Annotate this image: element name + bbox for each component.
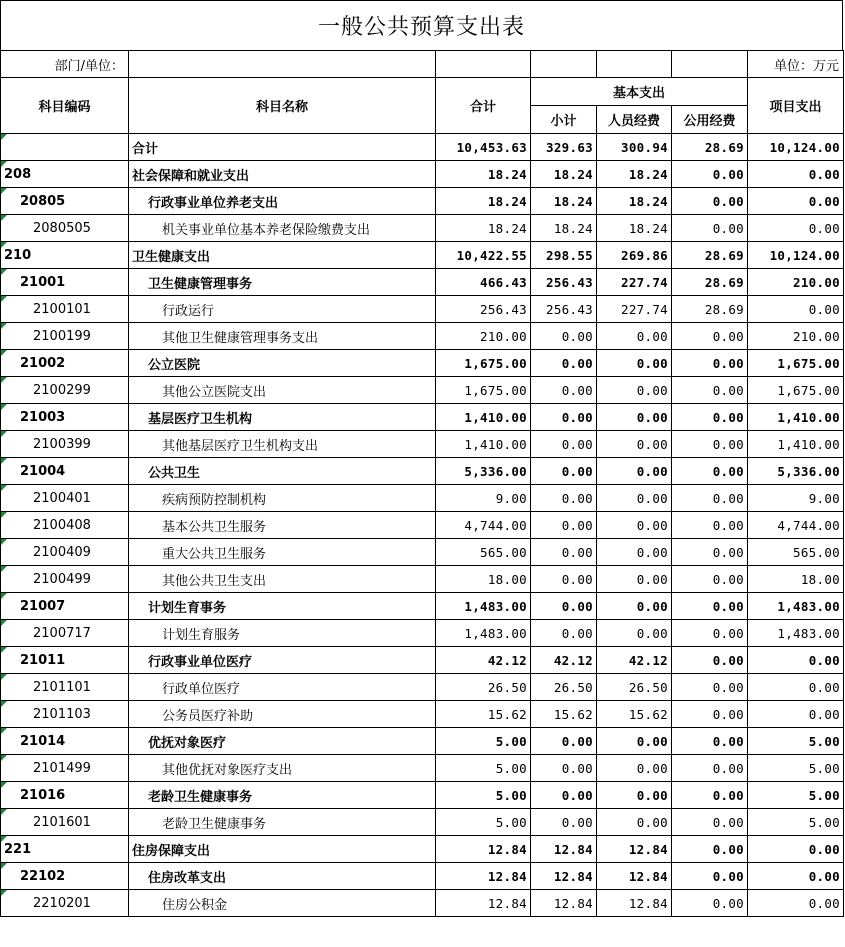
subtotal-cell[interactable]: 0.00	[531, 566, 597, 593]
blank-cell	[672, 51, 748, 78]
name-cell[interactable]: 其他卫生健康管理事务支出	[129, 323, 436, 350]
personnel-cell[interactable]: 0.00	[597, 782, 672, 809]
project-cell[interactable]: 1,410.00	[748, 404, 844, 431]
subtotal-cell[interactable]: 12.84	[531, 890, 597, 917]
total-cell[interactable]: 9.00	[436, 485, 531, 512]
subtotal-cell[interactable]: 0.00	[531, 782, 597, 809]
code-cell[interactable]: 21014	[1, 728, 129, 755]
personnel-cell[interactable]: 26.50	[597, 674, 672, 701]
personnel-cell[interactable]: 0.00	[597, 728, 672, 755]
project-cell[interactable]: 5,336.00	[748, 458, 844, 485]
public-cell[interactable]: 0.00	[672, 485, 748, 512]
total-cell[interactable]: 5,336.00	[436, 458, 531, 485]
subtotal-cell[interactable]: 42.12	[531, 647, 597, 674]
name-cell[interactable]: 行政事业单位养老支出	[129, 188, 436, 215]
project-cell[interactable]: 0.00	[748, 296, 844, 323]
total-cell[interactable]: 4,744.00	[436, 512, 531, 539]
personnel-cell[interactable]: 18.24	[597, 161, 672, 188]
subtotal-cell[interactable]: 18.24	[531, 215, 597, 242]
project-cell[interactable]: 5.00	[748, 755, 844, 782]
subtotal-cell[interactable]: 0.00	[531, 620, 597, 647]
name-cell[interactable]: 卫生健康支出	[129, 242, 436, 269]
code-cell[interactable]: 20805	[1, 188, 129, 215]
public-cell[interactable]: 0.00	[672, 539, 748, 566]
personnel-cell[interactable]: 42.12	[597, 647, 672, 674]
name-cell[interactable]: 行政运行	[129, 296, 436, 323]
personnel-cell[interactable]: 0.00	[597, 485, 672, 512]
name-cell[interactable]: 行政单位医疗	[129, 674, 436, 701]
public-cell[interactable]: 0.00	[672, 431, 748, 458]
total-cell[interactable]: 18.24	[436, 188, 531, 215]
name-cell[interactable]: 合计	[129, 134, 436, 161]
name-cell[interactable]: 计划生育事务	[129, 593, 436, 620]
name-cell[interactable]: 住房公积金	[129, 890, 436, 917]
subtotal-cell[interactable]: 0.00	[531, 458, 597, 485]
name-cell[interactable]: 老龄卫生健康事务	[129, 782, 436, 809]
subtotal-cell[interactable]: 0.00	[531, 539, 597, 566]
header-personnel: 人员经费	[597, 106, 672, 134]
table-row	[1, 728, 844, 755]
total-cell[interactable]: 5.00	[436, 728, 531, 755]
project-cell[interactable]: 1,483.00	[748, 620, 844, 647]
public-cell[interactable]: 0.00	[672, 701, 748, 728]
code-cell[interactable]: 2210201	[1, 890, 129, 917]
name-cell[interactable]: 其他公立医院支出	[129, 377, 436, 404]
code-cell[interactable]: 21002	[1, 350, 129, 377]
name-cell[interactable]: 其他基层医疗卫生机构支出	[129, 431, 436, 458]
code-cell[interactable]: 2100299	[1, 377, 129, 404]
project-cell[interactable]: 1,410.00	[748, 431, 844, 458]
subtotal-cell[interactable]: 0.00	[531, 404, 597, 431]
code-cell[interactable]: 2100409	[1, 539, 129, 566]
name-cell[interactable]: 基本公共卫生服务	[129, 512, 436, 539]
subtotal-cell[interactable]: 0.00	[531, 728, 597, 755]
total-cell[interactable]: 1,483.00	[436, 620, 531, 647]
personnel-cell[interactable]: 269.86	[597, 242, 672, 269]
header-basic: 基本支出	[531, 78, 748, 106]
total-cell[interactable]: 210.00	[436, 323, 531, 350]
project-cell[interactable]: 0.00	[748, 674, 844, 701]
public-cell[interactable]: 0.00	[672, 161, 748, 188]
unit-label: 单位：万元	[748, 51, 844, 78]
subtotal-cell[interactable]: 12.84	[531, 836, 597, 863]
personnel-cell[interactable]: 0.00	[597, 809, 672, 836]
code-cell[interactable]: 21016	[1, 782, 129, 809]
total-cell[interactable]: 42.12	[436, 647, 531, 674]
code-cell[interactable]	[1, 134, 129, 161]
personnel-cell[interactable]: 227.74	[597, 269, 672, 296]
table-row	[1, 323, 844, 350]
personnel-cell[interactable]: 18.24	[597, 188, 672, 215]
code-cell[interactable]: 2100499	[1, 566, 129, 593]
public-cell[interactable]: 0.00	[672, 836, 748, 863]
public-cell[interactable]: 28.69	[672, 134, 748, 161]
total-cell[interactable]: 10,422.55	[436, 242, 531, 269]
personnel-cell[interactable]: 0.00	[597, 620, 672, 647]
table-row	[1, 566, 844, 593]
code-cell[interactable]: 2101499	[1, 755, 129, 782]
name-cell[interactable]: 基层医疗卫生机构	[129, 404, 436, 431]
subtotal-cell[interactable]: 0.00	[531, 323, 597, 350]
total-cell[interactable]: 1,483.00	[436, 593, 531, 620]
blank-cell	[436, 51, 531, 78]
personnel-cell[interactable]: 0.00	[597, 512, 672, 539]
subtotal-cell[interactable]: 256.43	[531, 269, 597, 296]
subtotal-cell[interactable]: 0.00	[531, 755, 597, 782]
subtotal-cell[interactable]: 256.43	[531, 296, 597, 323]
subtotal-cell[interactable]: 0.00	[531, 377, 597, 404]
public-cell[interactable]: 0.00	[672, 323, 748, 350]
table-row	[1, 620, 844, 647]
blank-cell	[531, 51, 597, 78]
code-cell[interactable]: 2080505	[1, 215, 129, 242]
project-cell[interactable]: 1,675.00	[748, 350, 844, 377]
code-cell[interactable]: 208	[1, 161, 129, 188]
table-row	[1, 215, 844, 242]
table-row	[1, 539, 844, 566]
table-row	[1, 431, 844, 458]
table-row	[1, 161, 844, 188]
header-total: 合计	[436, 78, 531, 134]
project-cell[interactable]: 0.00	[748, 701, 844, 728]
subtotal-cell[interactable]: 18.24	[531, 161, 597, 188]
public-cell[interactable]: 0.00	[672, 377, 748, 404]
public-cell[interactable]: 28.69	[672, 269, 748, 296]
header-row-1	[1, 78, 844, 106]
personnel-cell[interactable]: 0.00	[597, 755, 672, 782]
project-cell[interactable]: 565.00	[748, 539, 844, 566]
public-cell[interactable]: 0.00	[672, 620, 748, 647]
personnel-cell[interactable]: 300.94	[597, 134, 672, 161]
total-cell[interactable]: 18.24	[436, 215, 531, 242]
table-row	[1, 296, 844, 323]
table-row	[1, 269, 844, 296]
personnel-cell[interactable]: 0.00	[597, 458, 672, 485]
public-cell[interactable]: 0.00	[672, 188, 748, 215]
code-cell[interactable]: 221	[1, 836, 129, 863]
name-cell[interactable]: 行政事业单位医疗	[129, 647, 436, 674]
personnel-cell[interactable]: 12.84	[597, 863, 672, 890]
total-cell[interactable]: 26.50	[436, 674, 531, 701]
subtotal-cell[interactable]: 0.00	[531, 431, 597, 458]
public-cell[interactable]: 0.00	[672, 566, 748, 593]
code-cell[interactable]: 2100199	[1, 323, 129, 350]
project-cell[interactable]: 1,483.00	[748, 593, 844, 620]
total-cell[interactable]: 10,453.63	[436, 134, 531, 161]
code-cell[interactable]: 2101101	[1, 674, 129, 701]
public-cell[interactable]: 0.00	[672, 215, 748, 242]
header-public: 公用经费	[672, 106, 748, 134]
total-cell[interactable]: 565.00	[436, 539, 531, 566]
total-cell[interactable]: 1,410.00	[436, 404, 531, 431]
table-row	[1, 188, 844, 215]
header-name: 科目名称	[129, 78, 436, 134]
personnel-cell[interactable]: 0.00	[597, 539, 672, 566]
name-cell[interactable]: 其他公共卫生支出	[129, 566, 436, 593]
code-cell[interactable]: 21004	[1, 458, 129, 485]
code-cell[interactable]: 21003	[1, 404, 129, 431]
name-cell[interactable]: 机关事业单位基本养老保险缴费支出	[129, 215, 436, 242]
name-cell[interactable]: 计划生育服务	[129, 620, 436, 647]
project-cell[interactable]: 210.00	[748, 323, 844, 350]
total-cell[interactable]: 12.84	[436, 890, 531, 917]
subtotal-cell[interactable]: 0.00	[531, 350, 597, 377]
public-cell[interactable]: 0.00	[672, 890, 748, 917]
public-cell[interactable]: 0.00	[672, 809, 748, 836]
total-cell[interactable]: 1,675.00	[436, 377, 531, 404]
table-row	[1, 701, 844, 728]
project-cell[interactable]: 1,675.00	[748, 377, 844, 404]
total-cell[interactable]: 1,675.00	[436, 350, 531, 377]
personnel-cell[interactable]: 227.74	[597, 296, 672, 323]
project-cell[interactable]: 0.00	[748, 890, 844, 917]
public-cell[interactable]: 0.00	[672, 404, 748, 431]
project-cell[interactable]: 210.00	[748, 269, 844, 296]
header-project: 项目支出	[748, 78, 844, 134]
personnel-cell[interactable]: 18.24	[597, 215, 672, 242]
table-row	[1, 593, 844, 620]
project-cell[interactable]: 9.00	[748, 485, 844, 512]
public-cell[interactable]: 0.00	[672, 647, 748, 674]
personnel-cell[interactable]: 0.00	[597, 431, 672, 458]
name-cell[interactable]: 重大公共卫生服务	[129, 539, 436, 566]
subtotal-cell[interactable]: 298.55	[531, 242, 597, 269]
project-cell[interactable]: 0.00	[748, 188, 844, 215]
name-cell[interactable]: 疾病预防控制机构	[129, 485, 436, 512]
subtotal-cell[interactable]: 15.62	[531, 701, 597, 728]
project-cell[interactable]: 0.00	[748, 647, 844, 674]
public-cell[interactable]: 0.00	[672, 755, 748, 782]
public-cell[interactable]: 0.00	[672, 350, 748, 377]
table-row	[1, 809, 844, 836]
personnel-cell[interactable]: 12.84	[597, 890, 672, 917]
personnel-cell[interactable]: 0.00	[597, 593, 672, 620]
table-row	[1, 674, 844, 701]
total-cell[interactable]: 18.24	[436, 161, 531, 188]
code-cell[interactable]: 2101601	[1, 809, 129, 836]
personnel-cell[interactable]: 0.00	[597, 566, 672, 593]
project-cell[interactable]: 5.00	[748, 728, 844, 755]
subtotal-cell[interactable]: 26.50	[531, 674, 597, 701]
table-row	[1, 836, 844, 863]
project-cell[interactable]: 5.00	[748, 809, 844, 836]
total-cell[interactable]: 5.00	[436, 755, 531, 782]
table-row	[1, 458, 844, 485]
table-row	[1, 485, 844, 512]
code-cell[interactable]: 21001	[1, 269, 129, 296]
public-cell[interactable]: 0.00	[672, 674, 748, 701]
header-subtotal: 小计	[531, 106, 597, 134]
subtotal-cell[interactable]: 0.00	[531, 485, 597, 512]
subtotal-cell[interactable]: 0.00	[531, 809, 597, 836]
public-cell[interactable]: 0.00	[672, 593, 748, 620]
subtotal-cell[interactable]: 329.63	[531, 134, 597, 161]
page-title: 一般公共预算支出表	[0, 0, 843, 50]
personnel-cell[interactable]: 15.62	[597, 701, 672, 728]
subtotal-cell[interactable]: 0.00	[531, 512, 597, 539]
name-cell[interactable]: 住房保障支出	[129, 836, 436, 863]
code-cell[interactable]: 2101103	[1, 701, 129, 728]
personnel-cell[interactable]: 0.00	[597, 377, 672, 404]
table-row	[1, 755, 844, 782]
name-cell[interactable]: 公立医院	[129, 350, 436, 377]
subtotal-cell[interactable]: 0.00	[531, 593, 597, 620]
public-cell[interactable]: 0.00	[672, 863, 748, 890]
name-cell[interactable]: 其他优抚对象医疗支出	[129, 755, 436, 782]
total-cell[interactable]: 466.43	[436, 269, 531, 296]
personnel-cell[interactable]: 0.00	[597, 323, 672, 350]
name-cell[interactable]: 老龄卫生健康事务	[129, 809, 436, 836]
total-cell[interactable]: 5.00	[436, 782, 531, 809]
project-cell[interactable]: 5.00	[748, 782, 844, 809]
dept-value-cell[interactable]	[129, 51, 436, 78]
project-cell[interactable]: 4,744.00	[748, 512, 844, 539]
personnel-cell[interactable]: 0.00	[597, 404, 672, 431]
total-cell[interactable]: 5.00	[436, 809, 531, 836]
code-cell[interactable]: 22102	[1, 863, 129, 890]
personnel-cell[interactable]: 0.00	[597, 350, 672, 377]
table-row	[1, 782, 844, 809]
project-cell[interactable]: 0.00	[748, 215, 844, 242]
table-row	[1, 890, 844, 917]
dept-label: 部门/单位：	[1, 51, 129, 78]
personnel-cell[interactable]: 12.84	[597, 836, 672, 863]
code-cell[interactable]: 2100399	[1, 431, 129, 458]
name-cell[interactable]: 社会保障和就业支出	[129, 161, 436, 188]
total-cell[interactable]: 15.62	[436, 701, 531, 728]
public-cell[interactable]: 28.69	[672, 242, 748, 269]
table-row	[1, 377, 844, 404]
public-cell[interactable]: 0.00	[672, 512, 748, 539]
code-cell[interactable]: 21011	[1, 647, 129, 674]
table-row	[1, 404, 844, 431]
header-code: 科目编码	[1, 78, 129, 134]
total-cell[interactable]: 1,410.00	[436, 431, 531, 458]
public-cell[interactable]: 28.69	[672, 296, 748, 323]
total-cell[interactable]: 256.43	[436, 296, 531, 323]
name-cell[interactable]: 卫生健康管理事务	[129, 269, 436, 296]
name-cell[interactable]: 住房改革支出	[129, 863, 436, 890]
public-cell[interactable]: 0.00	[672, 782, 748, 809]
public-cell[interactable]: 0.00	[672, 458, 748, 485]
project-cell[interactable]: 0.00	[748, 863, 844, 890]
code-cell[interactable]: 2100101	[1, 296, 129, 323]
subtotal-cell[interactable]: 12.84	[531, 863, 597, 890]
project-cell[interactable]: 10,124.00	[748, 134, 844, 161]
project-cell[interactable]: 18.00	[748, 566, 844, 593]
project-cell[interactable]: 0.00	[748, 161, 844, 188]
name-cell[interactable]: 优抚对象医疗	[129, 728, 436, 755]
total-cell[interactable]: 12.84	[436, 836, 531, 863]
table-row	[1, 647, 844, 674]
table-row	[1, 863, 844, 890]
code-cell[interactable]: 210	[1, 242, 129, 269]
total-row	[1, 134, 844, 161]
blank-cell	[597, 51, 672, 78]
total-cell[interactable]: 18.00	[436, 566, 531, 593]
expenditure-table	[0, 50, 844, 917]
code-cell[interactable]: 2100408	[1, 512, 129, 539]
total-cell[interactable]: 12.84	[436, 863, 531, 890]
table-row	[1, 242, 844, 269]
table-row	[1, 512, 844, 539]
meta-row	[1, 51, 844, 78]
code-cell[interactable]: 2100401	[1, 485, 129, 512]
table-row	[1, 350, 844, 377]
subtotal-cell[interactable]: 18.24	[531, 188, 597, 215]
project-cell[interactable]: 0.00	[748, 836, 844, 863]
project-cell[interactable]: 10,124.00	[748, 242, 844, 269]
code-cell[interactable]: 2100717	[1, 620, 129, 647]
public-cell[interactable]: 0.00	[672, 728, 748, 755]
name-cell[interactable]: 公务员医疗补助	[129, 701, 436, 728]
code-cell[interactable]: 21007	[1, 593, 129, 620]
name-cell[interactable]: 公共卫生	[129, 458, 436, 485]
